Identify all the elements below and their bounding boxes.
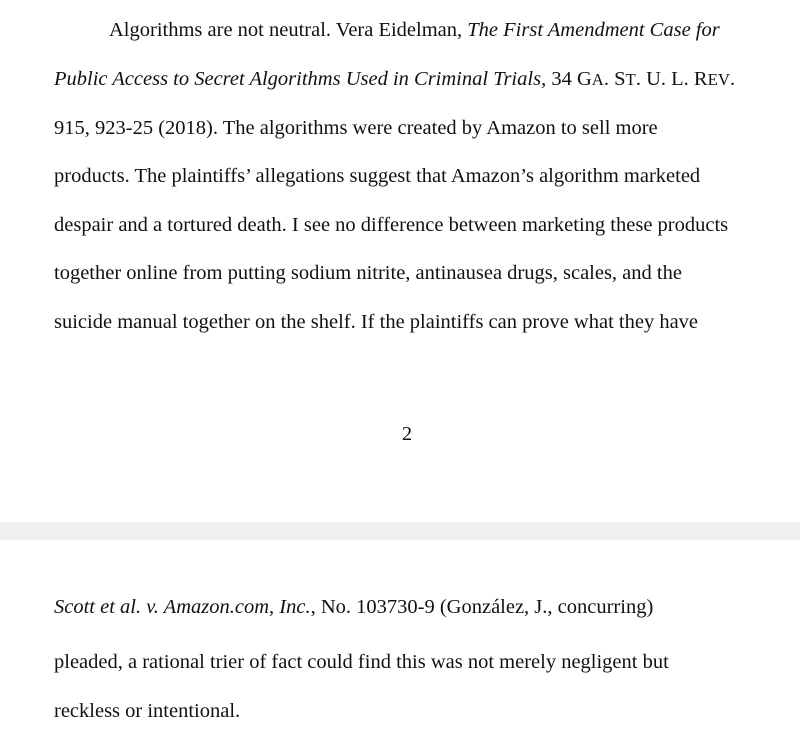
body-text-line: suicide manual together on the shelf. If the plaintiffs can prove what they have	[54, 311, 699, 333]
case-name: Scott et al. v. Amazon.com, Inc.	[54, 596, 311, 618]
body-text-line: reckless or intentional.	[54, 700, 241, 722]
page-number: 2	[401, 423, 413, 445]
article-title: The First Amendment Case for	[467, 19, 720, 41]
document-page-bottom	[0, 540, 800, 738]
body-text-line: together online from putting sodium nitrite, antinausea drugs, scales, and the	[54, 262, 682, 284]
running-header: Scott et al. v. Amazon.com, Inc., No. 103730-9 (González, J., concurring)	[54, 596, 654, 618]
page-separator	[0, 522, 800, 540]
article-title: Public Access to Secret Algorithms Used in Criminal Trials	[54, 68, 542, 90]
body-text-line: pleaded, a rational trier of fact could find this was not merely negligent but	[54, 651, 669, 673]
body-text-line: despair and a tortured death. I see no difference between marketing these products	[54, 214, 729, 236]
body-text-line: Public Access to Secret Algorithms Used in Criminal Trials, 34 GA. ST. U. L. REV.	[54, 68, 736, 90]
body-text-line: products. The plaintiffs’ allegations suggest that Amazon’s algorithm marketed	[54, 165, 701, 187]
body-text-line: Algorithms are not neutral. Vera Eidelman, The First Amendment Case for	[109, 19, 720, 41]
body-text-line: 915, 923-25 (2018). The algorithms were created by Amazon to sell more	[54, 117, 658, 139]
